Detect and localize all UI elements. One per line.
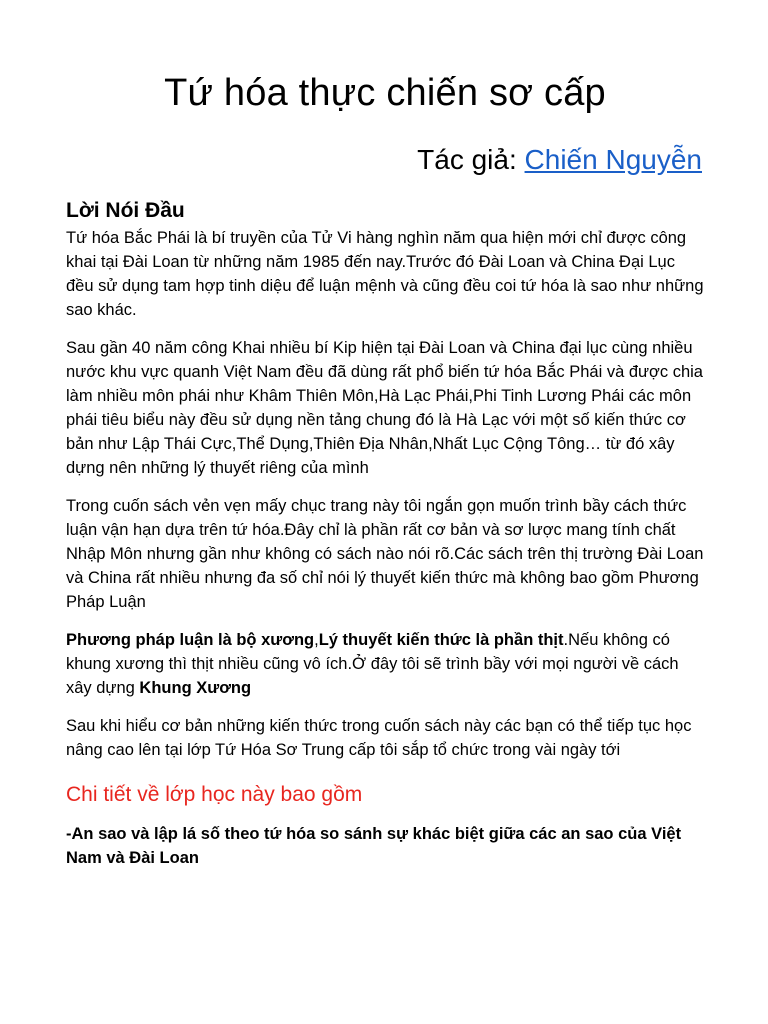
document-title: Tứ hóa thực chiến sơ cấp	[164, 72, 606, 114]
paragraph-4-text: .Nếu không có khung xương thì thịt nhiều cũng vô ích.Ở đây tôi sẽ trình bầy với mọi người về cách xây dựng	[66, 631, 679, 697]
separator: ,	[314, 631, 319, 649]
paragraph-4	[66, 628, 704, 700]
bold-phrase-flesh: Lý thuyết kiến thức là phần thịt	[318, 631, 564, 649]
paragraph-1: Tứ hóa Bắc Phái là bí truyền của Tử Vi hàng nghìn năm qua hiện mới chỉ được công khai tại Đài Loan từ những năm 1985 đến nay.Trước đó Đài Loan và China Đại Lục đều sử dụng tam hợp tinh diệu để luận mệnh và cũng đều coi tứ hóa là sao như những sao khác.	[66, 229, 704, 319]
author-label: Tác giả:	[417, 144, 517, 175]
class-item-1: -An sao và lập lá số theo tứ hóa so sánh sự khác biệt giữa các an sao của Việt Nam và Đài Loan	[66, 825, 682, 867]
paragraph-5: Sau khi hiểu cơ bản những kiến thức trong cuốn sách này các bạn có thể tiếp tục học nâng cao lên tại lớp Tứ Hóa Sơ Trung cấp tôi sắp tổ chức trong vài ngày tới	[66, 717, 692, 759]
paragraph-3: Trong cuốn sách vẻn vẹn mấy chục trang này tôi ngắn gọn muốn trình bầy cách thức luận vận hạn dựa trên tứ hóa.Đây chỉ là phần rất cơ bản và sơ lược mang tính chất Nhập Môn nhưng gần như không có sách nào nói rõ.Các sách trên thị trường Đài Loan và China rất nhiều nhưng đa số chỉ nói lý thuyết kiến thức mà không bao gồm Phương Pháp Luận	[66, 497, 704, 611]
class-details-heading: Chi tiết về lớp học này bao gồm	[66, 783, 363, 806]
bold-phrase-framework: Khung Xương	[139, 679, 252, 697]
author-line	[66, 140, 704, 180]
author-link[interactable]: Chiến Nguyễn	[524, 144, 702, 175]
bold-phrase-skeleton: Phương pháp luận là bộ xương	[66, 631, 315, 649]
preface-heading: Lời Nói Đầu	[66, 199, 185, 222]
paragraph-2: Sau gần 40 năm công Khai nhiều bí Kip hiện tại Đài Loan và China đại lục cùng nhiều nước khu vực quanh Việt Nam đều đã dùng rất phổ biến tứ hóa Bắc Phái và được chia làm nhiều môn phái như Khâm Thiên Môn,Hà Lạc Phái,Phi Tinh Lương Phái các môn phái tiêu biểu này đều sử dụng nền tảng chung đó là Hà Lạc với một số kiến thức cơ bản như Lập Thái Cực,Thể Dụng,Thiên Địa Nhân,Nhất Lục Cộng Tông… từ đó xây dựng nên những lý thuyết riêng của mình	[66, 339, 703, 477]
